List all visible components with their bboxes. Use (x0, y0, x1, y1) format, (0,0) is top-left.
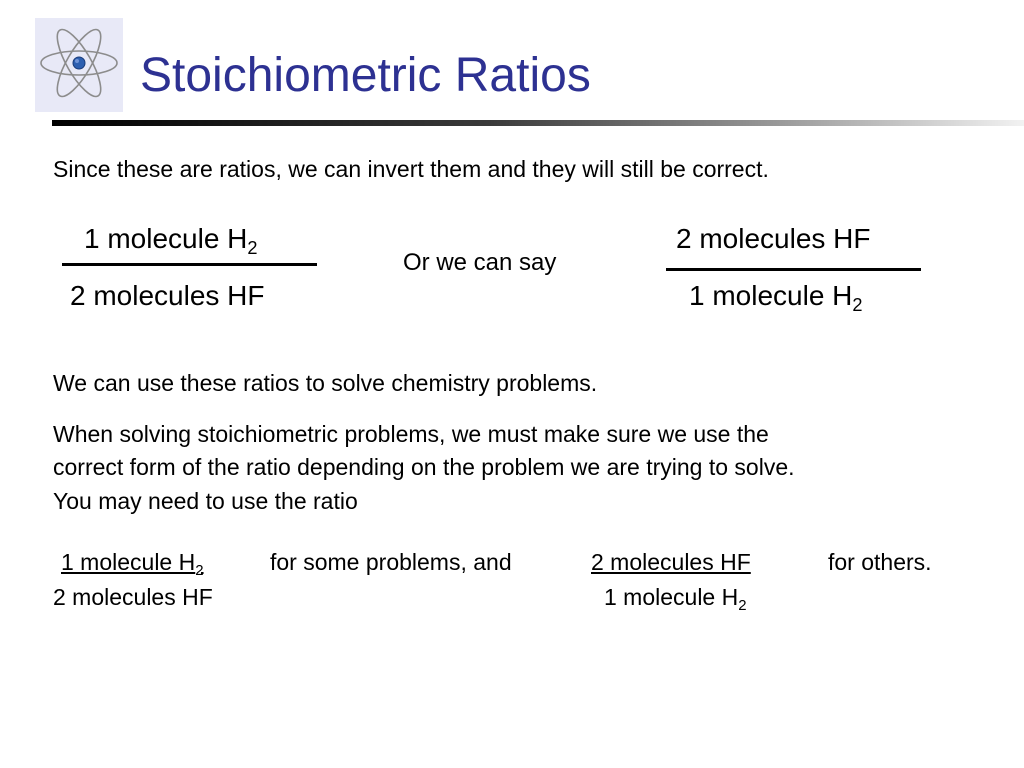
inline-fraction-2-bottom (604, 581, 747, 613)
inline-fraction-2-top: 2 molecules HF (591, 549, 751, 575)
ratio-right-denominator-subscript: 2 (852, 295, 863, 316)
paragraph-ratios-use: We can use these ratios to solve chemistry problems. (53, 370, 598, 396)
inline-fraction-1-bottom: 2 molecules HF (53, 584, 213, 610)
intro-text: Since these are ratios, we can invert them and they will still be correct. (53, 156, 769, 182)
inline-fraction-2-bottom-subscript: 2 (738, 597, 747, 615)
title-divider (52, 120, 1024, 126)
inline-fraction-2-bottom-text: 1 molecule H (604, 584, 739, 610)
ratio-left-fraction-bar (62, 263, 317, 266)
ratio-left-numerator-text: 1 molecule H (84, 223, 248, 254)
ratio-left-numerator-subscript: 2 (247, 238, 258, 259)
ratio-right-denominator-text: 1 molecule H (689, 280, 853, 311)
slide-title: Stoichiometric Ratios (140, 49, 591, 102)
paragraph-line-3: You may need to use the ratio (53, 488, 358, 514)
inline-middle-text: for some problems, and (270, 549, 512, 575)
paragraph-line-2: correct form of the ratio depending on the problem we are trying to solve. (53, 454, 795, 480)
inline-end-text: for others. (828, 549, 932, 575)
inline-fraction-1-top-subscript: 2 (195, 562, 204, 580)
ratio-right-numerator: 2 molecules HF (676, 223, 871, 254)
ratio-left-denominator: 2 molecules HF (70, 280, 265, 311)
ratio-left-numerator (84, 223, 258, 259)
paragraph-line-1: When solving stoichiometric problems, we must make sure we use the (53, 421, 769, 447)
ratio-right-fraction-bar (666, 268, 921, 271)
inline-fraction-1-top (53, 546, 204, 578)
ratio-right-denominator (689, 280, 863, 316)
connector-text: Or we can say (403, 249, 557, 276)
atom-logo-icon (35, 18, 123, 112)
inline-fraction-1-top-text: 1 molecule H (61, 549, 196, 575)
